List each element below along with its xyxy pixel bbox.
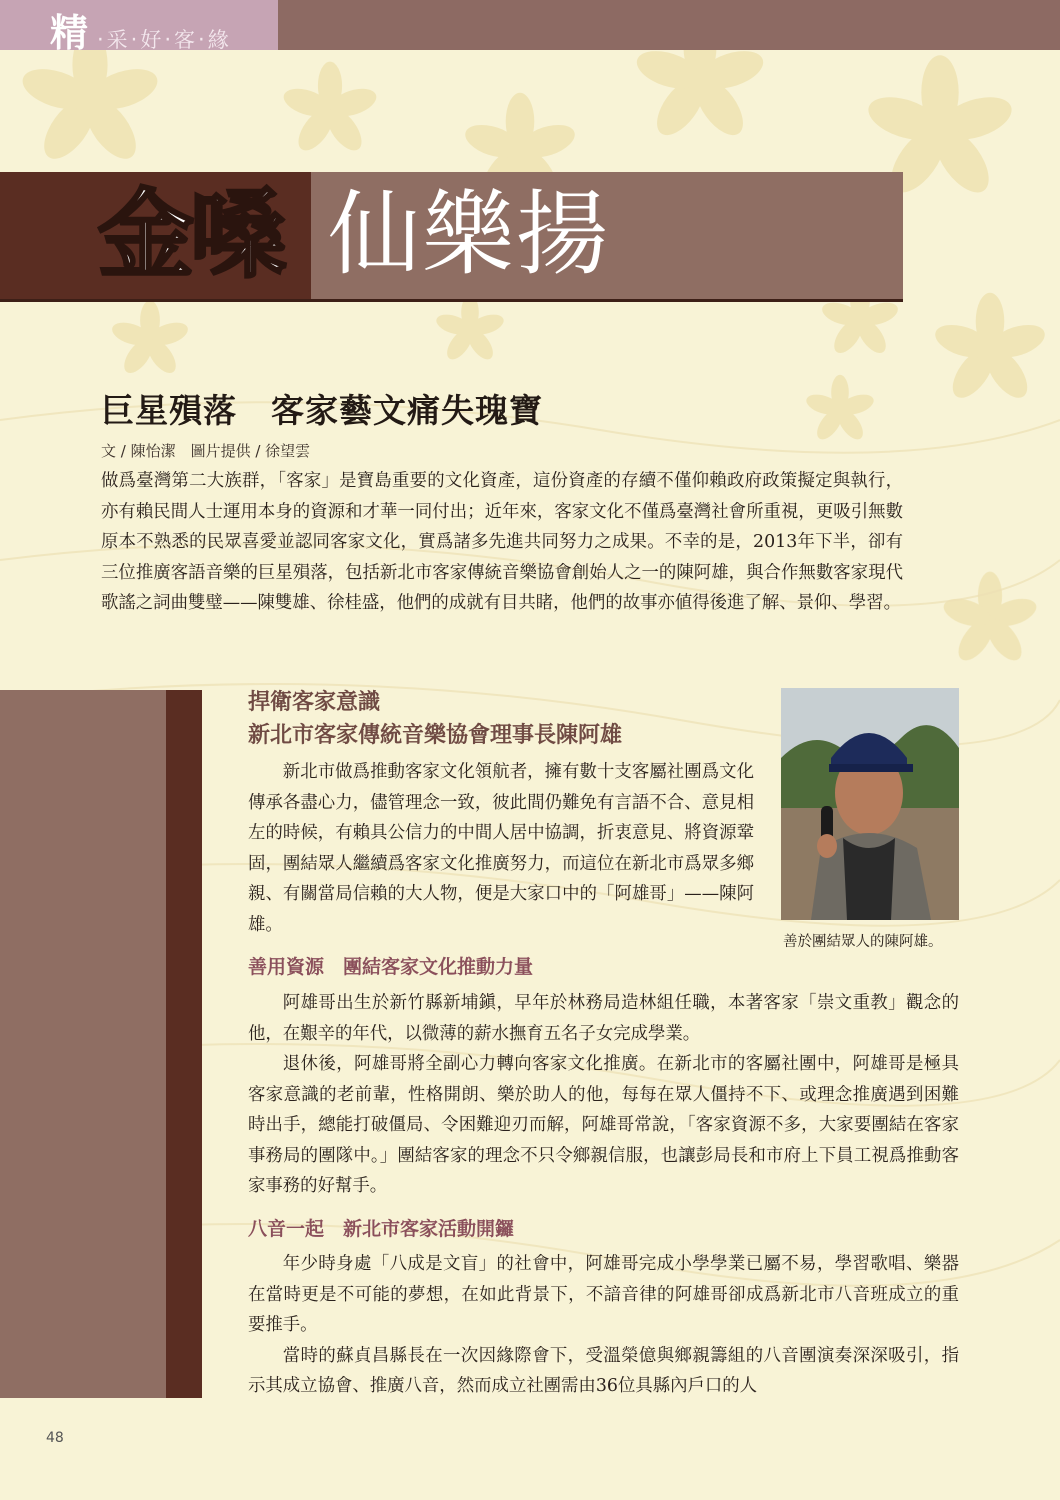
section-tab [0, 0, 278, 55]
intro-paragraph: 做爲臺灣第二大族群，「客家」是寶島重要的文化資產，這份資產的存續不僅仰賴政府政策擬定與執行，亦有賴民間人士運用本身的資源和才華一同付出；近年來，客家文化不僅爲臺灣社會所重視，更吸引無數原本不熟悉的民眾喜愛並認同客家文化，實爲諸多先進共同努力之成果。不幸的是，2013年下半，卻有三位推廣客語音樂的巨星殞落，包括新北市客家傳統音樂協會創始人之一的陳阿雄，與合作無數客家現代歌謠之詞曲雙璧——陳雙雄、徐桂盛，他們的成就有目共睹，他們的故事亦値得後進了解、景仰、學習。 [101, 471, 903, 613]
section-tab-label: ‧采‧好‧客‧緣 [97, 28, 232, 52]
body-paragraph-4: 年少時身處「八成是文盲」的社會中，阿雄哥完成小學學業已屬不易，學習歌唱、樂器在當時更是不可能的夢想，在如此背景下，不諳音律的阿雄哥卻成爲新北市八音班成立的重要推手。 [248, 1254, 959, 1335]
side-column-dark [166, 690, 202, 1398]
banner-underline [0, 299, 903, 302]
banner-title: 仙樂揚 [328, 181, 611, 288]
banner-title-outlined: 金嗓 [98, 179, 282, 291]
photo-illustration [781, 688, 959, 920]
body-paragraph-3: 退休後，阿雄哥將全副心力轉向客家文化推廣。在新北市的客屬社團中，阿雄哥是極具客家意識的老前輩，性格開朗、樂於助人的他，每每在眾人僵持不下、或理念推廣遇到困難時出手，總能打破僵局、令困難迎刃而解，阿雄哥常說，「客家資源不多，大家要團結在客家事務局的團隊中。」團結客家的理念不只令鄉親信服，也讓彭局長和市府上下員工視爲推動客家事務的好幫手。 [248, 1054, 959, 1196]
body-paragraph-1: 新北市做爲推動客家文化領航者，擁有數十支客屬社團爲文化傳承各盡心力，儘管理念一致，彼此間仍難免有言語不合、意見相左的時候，有賴具公信力的中間人居中協調，折衷意見、將資源鞏固，團結眾人繼續爲客家文化推廣努力，而這位在新北市爲眾多鄉親、有關當局信賴的大人物，便是大家口中的「阿雄哥」——陳阿雄。 [248, 762, 754, 935]
article-headline: 巨星殞落 客家藝文痛失瑰寶 [101, 391, 543, 430]
body-block-1 [248, 988, 959, 1202]
section-title-line2: 新北市客家傳統音樂協會理事長陳阿雄 [248, 723, 623, 748]
photo-chen-a-hsiung [781, 688, 959, 920]
body-paragraph-2: 阿雄哥出生於新竹縣新埔鎭，早年於林務局造林組任職，本著客家「崇文重教」觀念的他，在艱辛的年代，以微薄的薪水撫育五名子女完成學業。 [248, 993, 959, 1044]
header-bar [278, 0, 1060, 50]
side-column-light [0, 690, 166, 1398]
body-block-2 [248, 1249, 959, 1402]
page-number: 48 [46, 1430, 64, 1446]
article-credit: 文 / 陳怡潔 圖片提供 / 徐望雲 [101, 442, 311, 460]
subhead-2: 八音一起 新北市客家活動開鑼 [248, 1218, 515, 1240]
subhead-1: 善用資源 團結客家文化推動力量 [248, 956, 534, 978]
section-tab-char: 精 [50, 11, 89, 55]
photo-caption: 善於團結眾人的陳阿雄。 [783, 934, 943, 950]
section-title-line1: 捍衛客家意識 [248, 690, 381, 715]
body-paragraph-5: 當時的蘇貞昌縣長在一次因緣際會下，受溫榮億與鄉親籌組的八音團演奏深深吸引，指示其成立協會、推廣八音，然而成立社團需由36位具縣內戶口的人 [248, 1345, 959, 1396]
